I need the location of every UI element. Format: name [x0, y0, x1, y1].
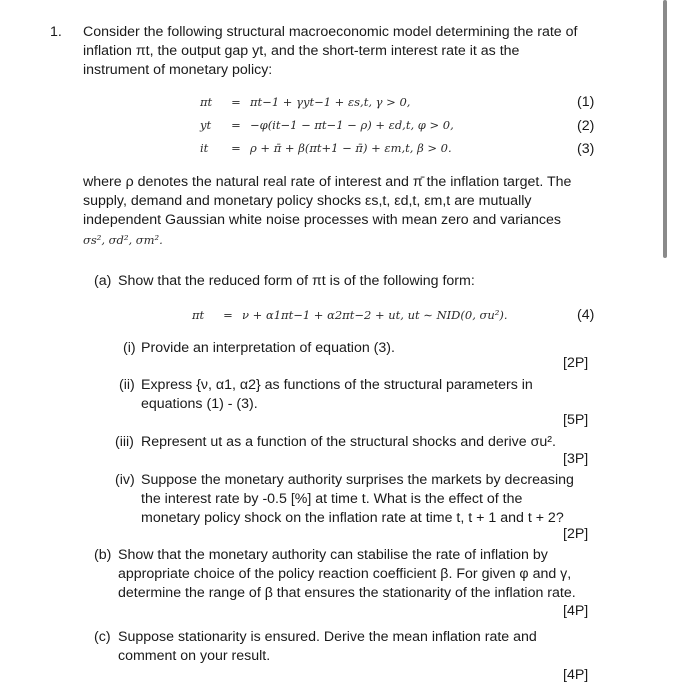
part-c-line-1: Suppose stationarity is ensured. Derive the mean inflation rate and — [118, 629, 537, 645]
subpart-ii-label: (ii) — [119, 377, 135, 393]
eq3-equals: = — [231, 141, 241, 155]
equation-3 — [200, 139, 452, 157]
subpart-iii-marks: [3P] — [563, 451, 589, 467]
part-a-text: Show that the reduced form of πt is of the following form: — [118, 273, 475, 289]
eq4-equals: = — [223, 308, 233, 322]
part-b-line-2: appropriate choice of the policy reaction coefficient β. For given φ and γ, — [118, 566, 572, 582]
part-b-line-3: determine the range of β that ensures the stationarity of the inflation rate. — [118, 585, 576, 601]
part-c-marks: [4P] — [563, 667, 589, 683]
eq3-rhs: ρ + π̄ + β(πt+1 − π̄) + εm,t, β > 0. — [250, 141, 452, 155]
subpart-iv-line-3: monetary policy shock on the inflation rate at time t, t + 1 and t + 2? — [141, 510, 564, 526]
subpart-ii-marks: [5P] — [563, 412, 589, 428]
eq2-rhs: −φ(it−1 − πt−1 − ρ) + εd,t, φ > 0, — [250, 118, 454, 132]
eq3-number: (3) — [577, 141, 595, 157]
where-line-4: σs², σd², σm². — [83, 233, 163, 247]
question-number: 1. — [50, 24, 62, 40]
part-c-line-2: comment on your result. — [118, 648, 271, 664]
subpart-iv-label: (iv) — [115, 472, 135, 488]
part-c-label: (c) — [94, 629, 111, 645]
eq2-number: (2) — [577, 118, 595, 134]
subpart-iii-label: (iii) — [115, 434, 134, 450]
eq4-number: (4) — [577, 307, 595, 323]
intro-line-2: inflation πt, the output gap yt, and the short-term interest rate it as the — [83, 43, 520, 59]
eq1-equals: = — [231, 95, 241, 109]
part-b-marks: [4P] — [563, 603, 589, 619]
part-a-label: (a) — [94, 273, 112, 289]
equation-1 — [200, 93, 410, 111]
eq2-equals: = — [231, 118, 241, 132]
where-line-2: supply, demand and monetary policy shocks εs,t, εd,t, εm,t are mutually — [83, 193, 532, 209]
subpart-i-line-1: Provide an interpretation of equation (3). — [141, 340, 395, 356]
subpart-iv-line-2: the interest rate by -0.5 [%] at time t. What is the effect of the — [141, 491, 523, 507]
subpart-ii-line-2: equations (1) - (3). — [141, 396, 258, 412]
eq1-lhs: πt — [200, 95, 213, 109]
eq4-rhs: ν + α1πt−1 + α2πt−2 + ut, ut ∼ NID(0, σu²). — [242, 308, 508, 322]
intro-line-1: Consider the following structural macroeconomic model determining the rate of — [83, 24, 578, 40]
reduced-form-equation — [192, 306, 508, 324]
subpart-ii-line-1: Express {ν, α1, α2} as functions of the structural parameters in — [141, 377, 533, 393]
part-b-label: (b) — [94, 547, 112, 563]
subpart-iv-marks: [2P] — [563, 526, 589, 542]
part-b-line-1: Show that the monetary authority can stabilise the rate of inflation by — [118, 547, 548, 563]
eq4-lhs: πt — [192, 308, 205, 322]
scrollbar[interactable] — [663, 0, 667, 258]
subpart-iii-line-1: Represent ut as a function of the structural shocks and derive σu². — [141, 434, 556, 450]
eq3-lhs: it — [200, 141, 209, 155]
where-line-3: independent Gaussian white noise processes with mean zero and variances — [83, 212, 561, 228]
eq1-number: (1) — [577, 94, 595, 110]
subpart-i-marks: [2P] — [563, 355, 589, 371]
subpart-iv-line-1: Suppose the monetary authority surprises the markets by decreasing — [141, 472, 574, 488]
equation-2 — [200, 116, 454, 134]
where-line-1: where ρ denotes the natural real rate of interest and π̄ the inflation target. The — [83, 174, 572, 190]
eq1-rhs: πt−1 + γyt−1 + εs,t, γ > 0, — [250, 95, 411, 109]
subpart-i-label: (i) — [123, 340, 136, 356]
intro-line-3: instrument of monetary policy: — [83, 62, 273, 78]
eq2-lhs: yt — [200, 118, 212, 132]
